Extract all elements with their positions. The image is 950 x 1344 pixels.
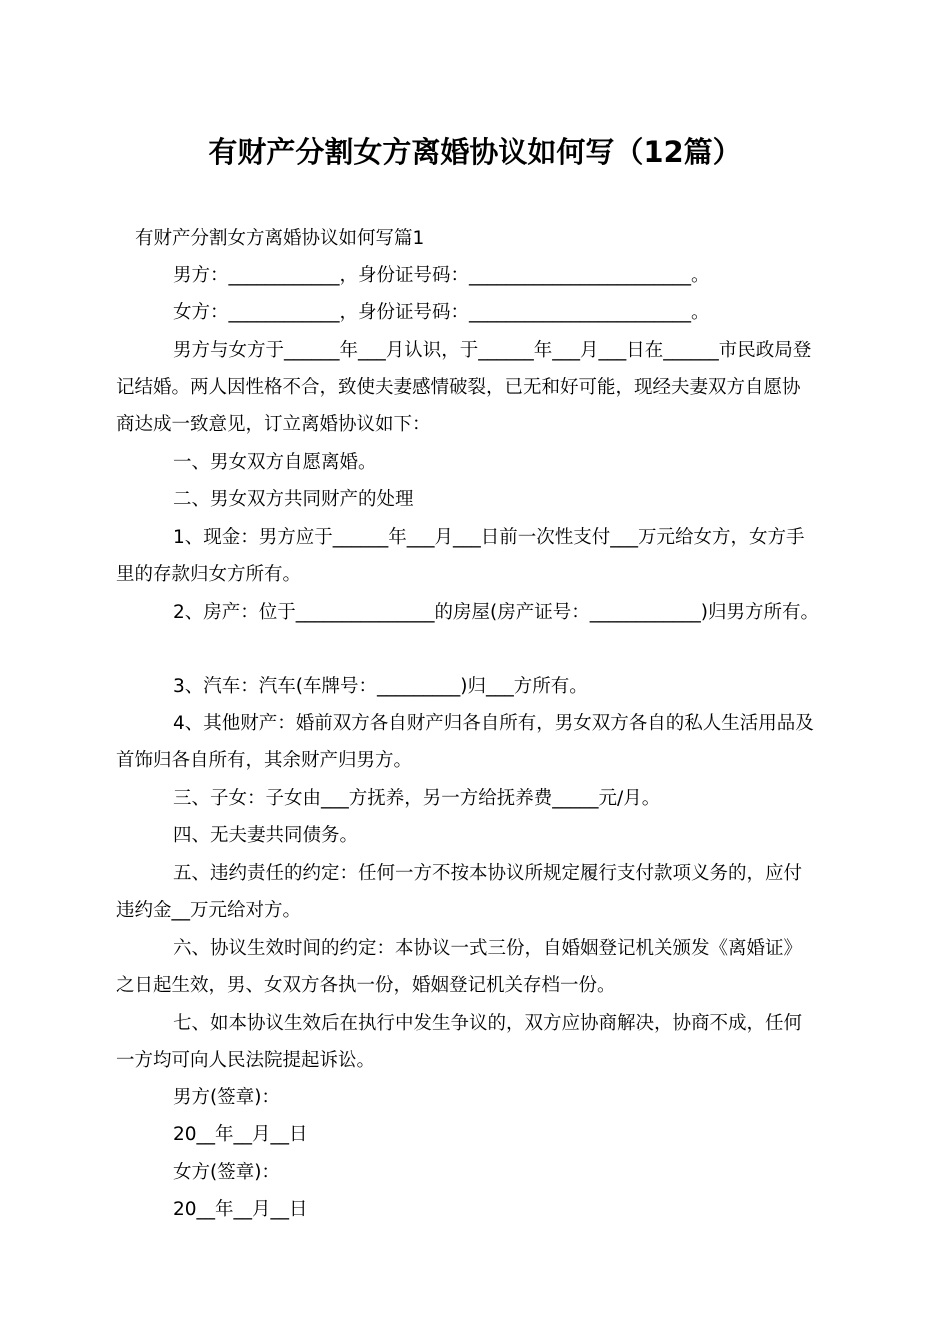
clause-line: 4、其他财产：婚前双方各自财产归各自所有，男女双方各自的私人生活用品及	[173, 713, 814, 734]
clause-line: 违约金__万元给对方。	[116, 900, 302, 921]
document-title: 有财产分割女方离婚协议如何写（12篇）	[208, 135, 742, 169]
clause-line: 首饰归各自所有，其余财产归男方。	[116, 750, 413, 771]
clause-line: 六、协议生效时间的约定：本协议一式三份，自婚姻登记机关颁发《离婚证》	[173, 938, 803, 959]
clause-line: 2、房产：位于_______________的房屋(房产证号：____________)归男方所有。	[173, 602, 819, 623]
female-party-line: 女方：____________，身份证号码：________________________。	[173, 302, 710, 323]
male-date-line: 20__年__月__日	[173, 1124, 308, 1145]
paragraph-line: 商达成一致意见，订立离婚协议如下：	[116, 414, 431, 435]
section-heading: 有财产分割女方离婚协议如何写篇1	[135, 228, 425, 249]
female-date-line: 20__年__月__日	[173, 1199, 308, 1220]
clause-line: 七、如本协议生效后在执行中发生争议的，双方应协商解决，协商不成，任何	[173, 1013, 803, 1034]
clause-line: 四、无夫妻共同债务。	[173, 825, 359, 846]
clause-line: 三、子女：子女由___方抚养，另一方给抚养费_____元/月。	[173, 788, 661, 809]
paragraph-line: 男方与女方于______年___月认识，于______年___月___日在______市民政局登	[173, 340, 812, 361]
clause-line: 一方均可向人民法院提起诉讼。	[116, 1050, 376, 1071]
clause-line: 一、男女双方自愿离婚。	[173, 452, 377, 473]
female-signature-line: 女方(签章)：	[173, 1162, 280, 1183]
clause-line: 里的存款归女方所有。	[116, 564, 302, 585]
clause-line: 五、违约责任的约定：任何一方不按本协议所规定履行支付款项义务的，应付	[173, 863, 803, 884]
paragraph-line: 记结婚。两人因性格不合，致使夫妻感情破裂，已无和好可能，现经夫妻双方自愿协	[116, 377, 801, 398]
male-signature-line: 男方(签章)：	[173, 1087, 280, 1108]
clause-line: 二、男女双方共同财产的处理	[173, 489, 414, 510]
clause-line: 之日起生效，男、女双方各执一份，婚姻登记机关存档一份。	[116, 975, 616, 996]
clause-line: 3、汽车：汽车(车牌号：_________)归___方所有。	[173, 676, 588, 697]
clause-line: 1、现金：男方应于______年___月___日前一次性支付___万元给女方，女方手	[173, 527, 805, 548]
male-party-line: 男方：____________，身份证号码：________________________。	[173, 265, 710, 286]
